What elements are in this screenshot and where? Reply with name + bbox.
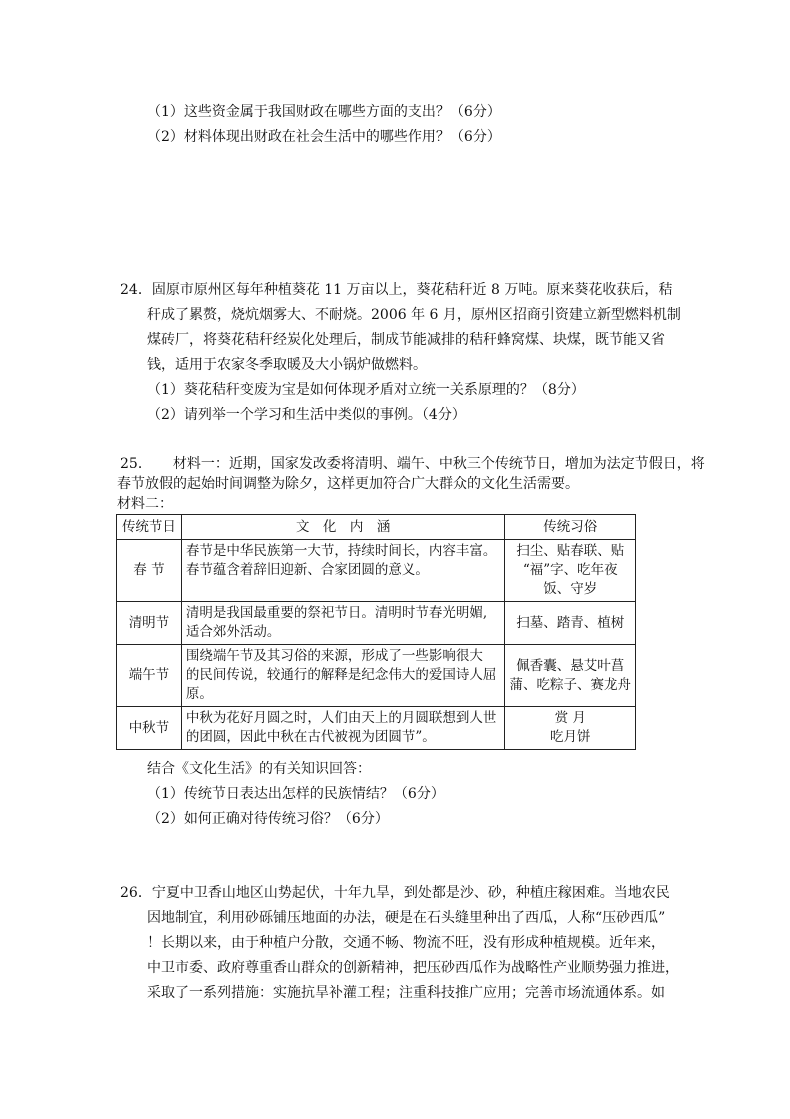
q26-line-4: 中卫市委、政府尊重香山群众的创新精神，把压砂西瓜作为战略性产业顺势强力推进， (147, 960, 679, 976)
q26-line-5: 采取了一系列措施：实施抗旱补灌工程；注重科技推广应用；完善市场流通体系。如 (147, 985, 665, 1001)
q24-sub1: （1）葵花秸秆变废为宝是如何体现矛盾对立统一关系原理的？（8分） (147, 382, 585, 398)
q24-line-4: 钱，适用于农家冬季取暖及大小锅炉做燃料。 (147, 357, 427, 373)
table-row (117, 645, 636, 707)
cell-text: 扫尘、贴春联、贴 (516, 543, 625, 559)
row-spring-name: 春 节 (117, 540, 182, 602)
table-row (117, 540, 636, 602)
q24-line-3: 煤砖厂，将葵花秸秆经炭化处理后，制成节能减排的秸秆蜂窝煤、块煤，既节能又省 (147, 332, 665, 348)
q24-line-2: 秆成了累赘，烧炕烟雾大、不耐烧。2006 年 6 月，原州区招商引资建立新型燃料机制 (147, 307, 681, 323)
row-spring-customs (505, 540, 636, 602)
table-row (117, 602, 636, 645)
cell-text: 原。 (185, 686, 213, 702)
table-header-row (117, 515, 636, 540)
row-zhongqiu-name: 中秋节 (117, 707, 182, 750)
cell-text: 赏 月 (554, 710, 586, 726)
header-customs: 传统习俗 (505, 515, 636, 540)
q25-sub2: （2）如何正确对待传统习俗？（6分） (147, 811, 389, 827)
row-qingming-content (181, 602, 505, 645)
cell-text: 的团圆，因此中秋在古代被视为团圆节”。 (185, 729, 436, 745)
header-festival: 传统节日 (117, 515, 182, 540)
header-cultural-content: 文 化 内 涵 (181, 515, 505, 540)
q26-line-3: ！长期以来，由于种植户分散，交通不畅、物流不旺，没有形成种植规模。近年来， (147, 935, 665, 951)
q23-sub2: （2）材料体现出财政在社会生活中的哪些作用？（6分） (147, 129, 501, 145)
cell-text: 扫墓、踏青、植树 (516, 614, 625, 631)
q25-line-1: 25． 材料一：近期，国家发改委将清明、端午、中秋三个传统节日，增加为法定节假日，将 (120, 456, 705, 472)
row-qingming-customs (505, 602, 636, 645)
cell-text: 春节是中华民族第一大节，持续时间长，内容丰富。 (185, 543, 497, 559)
row-duanwu-customs (505, 645, 636, 707)
q26-line-1: 26．宁夏中卫香山地区山势起伏，十年九旱，到处都是沙、砂，种植庄稼困难。当地农民 (120, 885, 670, 901)
q25-material2-label: 材料二： (117, 496, 173, 512)
q25-sub1: （1）传统节日表达出怎样的民族情结？（6分） (147, 786, 445, 802)
cell-text: 清明是我国最重要的祭祀节日。清明时节春光明媚, (185, 605, 488, 621)
row-duanwu-name: 端午节 (117, 645, 182, 707)
row-zhongqiu-content (181, 707, 505, 750)
cell-text: 适合郊外活动。 (185, 624, 281, 640)
row-duanwu-content (181, 645, 505, 707)
q26-line-2: 因地制宜，利用砂砾铺压地面的办法，硬是在石头缝里种出了西瓜，人称“压砂西瓜” (147, 910, 666, 926)
table-row (117, 707, 636, 750)
cell-text: 的民间传说，较通行的解释是纪念伟大的爱国诗人屈 (185, 667, 497, 683)
row-spring-content (181, 540, 505, 602)
q24-line-1: 24．固原市原州区每年种植葵花 11 万亩以上，葵花秸秆近 8 万吨。原来葵花收获后，秸 (120, 282, 673, 298)
cell-text: “福”字、吃年夜 (522, 562, 618, 578)
cell-text: 围绕端午节及其习俗的来源，形成了一些影响很大 (185, 648, 483, 664)
q24-sub2: （2）请列举一个学习和生活中类似的事例。（4分） (147, 407, 466, 423)
q23-sub1: （1）这些资金属于我国财政在哪些方面的支出？（6分） (147, 104, 501, 120)
row-zhongqiu-customs (505, 707, 636, 750)
cell-text: 中秋为花好月圆之时，人们由天上的月圆联想到人世 (185, 710, 497, 726)
cell-text: 春节蕴含着辞旧迎新、合家团圆的意义。 (185, 562, 429, 578)
cell-text: 蒲、吃粽子、赛龙舟 (509, 676, 631, 693)
cell-text: 饭、守岁 (543, 581, 598, 597)
cell-text: 吃月饼 (549, 729, 591, 745)
festival-table (116, 514, 636, 750)
cell-text: 佩香囊、悬艾叶菖 (516, 657, 625, 674)
q25-intro: 结合《文化生活》的有关知识回答： (147, 761, 371, 777)
row-qingming-name: 清明节 (117, 602, 182, 645)
q25-line-2: 春节放假的起始时间调整为除夕，这样更加符合广大群众的文化生活需要。 (117, 476, 579, 492)
